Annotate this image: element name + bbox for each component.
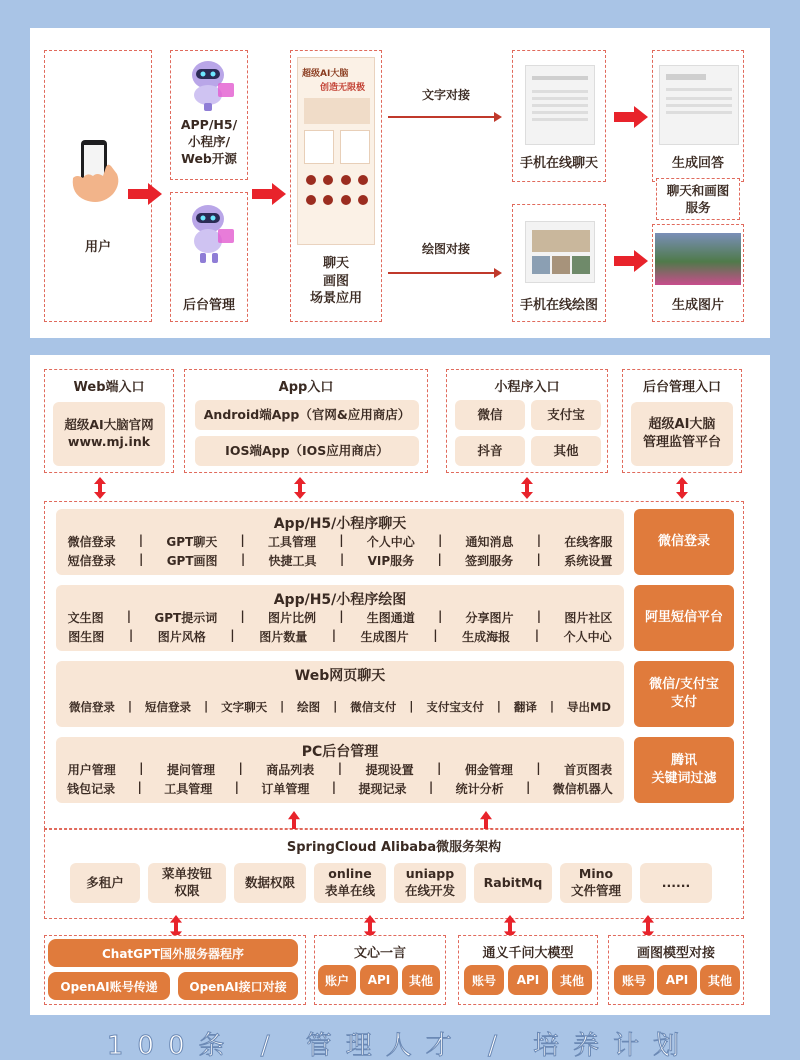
openai-account-pill[interactable]: OpenAI账号传递 xyxy=(48,972,170,1000)
wechat-pill[interactable]: 微信 xyxy=(455,400,525,430)
app-source-label: APP/H5/ 小程序/ Web开源 xyxy=(180,117,238,166)
flow-arrow-icon xyxy=(614,250,648,272)
flow-arrow-icon xyxy=(252,183,286,205)
microservice-title: SpringCloud Alibaba微服务架构 xyxy=(286,840,502,855)
admin-entry-pill[interactable]: 超级AI大脑 管理监管平台 xyxy=(631,402,733,466)
band-web-chat-row: 微信登录 | 短信登录 | 文字聊天 | 绘图 | 微信支付 | 支付宝支付 | 翻译 | 导出MD xyxy=(68,699,611,714)
tongyi-title: 通义千问大模型 xyxy=(482,946,574,961)
draw-dialog-arrow xyxy=(388,272,500,274)
micro-online-form: online 表单在线 xyxy=(314,863,386,903)
double-arrow-icon xyxy=(294,477,306,499)
side-wechat-login: 微信登录 xyxy=(634,509,734,575)
footer-slogan: 100条 / 管理人才 / 培养计划 xyxy=(106,1031,694,1060)
scene-app-box xyxy=(290,50,382,322)
admin-entry-title: 后台管理入口 xyxy=(642,380,721,395)
image-box xyxy=(652,224,744,322)
mobile-chat-label: 手机在线聊天 xyxy=(519,156,598,171)
band-chat-row: 短信登录 | GPT画图 | 快捷工具 | VIP服务 | 签到服务 | 系统设置 xyxy=(67,552,613,568)
draw-api-pill[interactable]: API xyxy=(657,965,697,995)
band-draw xyxy=(56,585,624,651)
web-entry-box xyxy=(44,369,174,473)
image-label: 生成图片 xyxy=(671,298,724,313)
micro-rabbitmq: RabitMq xyxy=(474,863,552,903)
answer-label: 生成回答 xyxy=(671,156,724,171)
other-pill[interactable]: 其他 xyxy=(531,436,601,466)
openai-api-pill[interactable]: OpenAI接口对接 xyxy=(178,972,298,1000)
band-web-chat xyxy=(56,661,624,727)
phone-hand-icon xyxy=(67,136,127,206)
flow-panel xyxy=(30,28,770,338)
robot-icon xyxy=(182,57,238,113)
android-entry-pill[interactable]: Android端App（官网&应用商店） xyxy=(195,400,419,430)
tongyi-account-pill[interactable]: 账号 xyxy=(464,965,504,995)
service-box xyxy=(656,178,740,220)
mini-entry-title: 小程序入口 xyxy=(494,380,560,395)
wenxin-api-pill[interactable]: API xyxy=(360,965,398,995)
ios-entry-pill[interactable]: IOS端App（IOS应用商店） xyxy=(195,436,419,466)
band-chat-row: 微信登录 | GPT聊天 | 工具管理 | 个人中心 | 通知消息 | 在线客服 xyxy=(67,533,613,549)
text-dialog-label: 文字对接 xyxy=(421,88,470,102)
band-pc-admin-title: PC后台管理 xyxy=(301,744,379,760)
band-pc-admin-row: 钱包记录 | 工具管理 | 订单管理 | 提现记录 | 统计分析 | 微信机器人 xyxy=(67,780,613,796)
service-label: 聊天和画图 服务 xyxy=(666,183,730,215)
micro-menu-perm: 菜单按钮 权限 xyxy=(148,863,226,903)
band-pc-admin xyxy=(56,737,624,803)
mini-entry-box xyxy=(446,369,608,473)
wenxin-account-pill[interactable]: 账户 xyxy=(318,965,356,995)
draw-screenshot-image xyxy=(525,221,595,283)
micro-more: ...... xyxy=(640,863,712,903)
mobile-draw-label: 手机在线绘图 xyxy=(519,298,598,313)
alipay-pill[interactable]: 支付宝 xyxy=(531,400,601,430)
band-web-chat-title: Web网页聊天 xyxy=(294,668,386,684)
band-chat-title: App/H5/小程序聊天 xyxy=(273,516,407,532)
user-label: 用户 xyxy=(84,240,111,255)
band-draw-title: App/H5/小程序绘图 xyxy=(273,592,407,608)
side-ali-sms: 阿里短信平台 xyxy=(634,585,734,651)
draw-model-title: 画图模型对接 xyxy=(636,946,715,961)
poster-title: 超级AI大脑 xyxy=(302,69,349,79)
band-chat xyxy=(56,509,624,575)
band-draw-row: 图生图 | 图片风格 | 图片数量 | 生成图片 | 生成海报 | 个人中心 xyxy=(68,628,612,644)
admin-entry-box xyxy=(622,369,742,473)
draw-other-pill[interactable]: 其他 xyxy=(700,965,740,995)
app-poster-image xyxy=(297,57,375,245)
app-entry-title: App入口 xyxy=(278,380,334,395)
chatgpt-title-pill: ChatGPT国外服务器程序 xyxy=(48,939,298,967)
web-entry-title: Web端入口 xyxy=(73,380,145,395)
architecture-panel xyxy=(30,355,770,1015)
garden-image xyxy=(655,233,741,285)
answer-box xyxy=(652,50,744,182)
app-grid-icon xyxy=(304,172,370,212)
admin-box xyxy=(170,192,248,322)
micro-tenant: 多租户 xyxy=(70,863,140,903)
micro-data-perm: 数据权限 xyxy=(234,863,306,903)
draw-account-pill[interactable]: 账号 xyxy=(614,965,654,995)
app-source-box xyxy=(170,50,248,180)
mobile-draw-box xyxy=(512,204,606,322)
poster-subtitle: 创造无限极 xyxy=(320,83,366,93)
micro-mino: Mino 文件管理 xyxy=(560,863,632,903)
side-keyword-filter: 腾讯 关键词过滤 xyxy=(634,737,734,803)
double-arrow-icon xyxy=(94,477,106,499)
side-pay: 微信/支付宝 支付 xyxy=(634,661,734,727)
robot-icon xyxy=(182,201,238,267)
flow-arrow-icon xyxy=(614,106,648,128)
answer-screenshot-image xyxy=(659,65,739,145)
scene-label: 聊天 画图 场景应用 xyxy=(309,256,362,307)
app-entry-box xyxy=(184,369,428,473)
micro-uniapp: uniapp 在线开发 xyxy=(394,863,466,903)
mobile-chat-box xyxy=(512,50,606,182)
chat-screenshot-image xyxy=(525,65,595,145)
admin-label: 后台管理 xyxy=(182,298,235,313)
band-draw-row: 文生图 | GPT提示词 | 图片比例 | 生图通道 | 分享图片 | 图片社区 xyxy=(67,609,613,625)
tongyi-api-pill[interactable]: API xyxy=(508,965,548,995)
double-arrow-icon xyxy=(521,477,533,499)
text-dialog-arrow xyxy=(388,116,500,118)
double-arrow-icon xyxy=(676,477,688,499)
web-entry-pill: 超级AI大脑官网 www.mj.ink xyxy=(53,402,165,466)
flow-arrow-icon xyxy=(128,183,162,205)
draw-dialog-label: 绘图对接 xyxy=(421,242,470,256)
douyin-pill[interactable]: 抖音 xyxy=(455,436,525,466)
wenxin-other-pill[interactable]: 其他 xyxy=(402,965,440,995)
tongyi-other-pill[interactable]: 其他 xyxy=(552,965,592,995)
wenxin-title: 文心一言 xyxy=(353,946,406,961)
band-pc-admin-row: 用户管理 | 提问管理 | 商品列表 | 提现设置 | 佣金管理 | 首页图表 xyxy=(67,761,613,777)
